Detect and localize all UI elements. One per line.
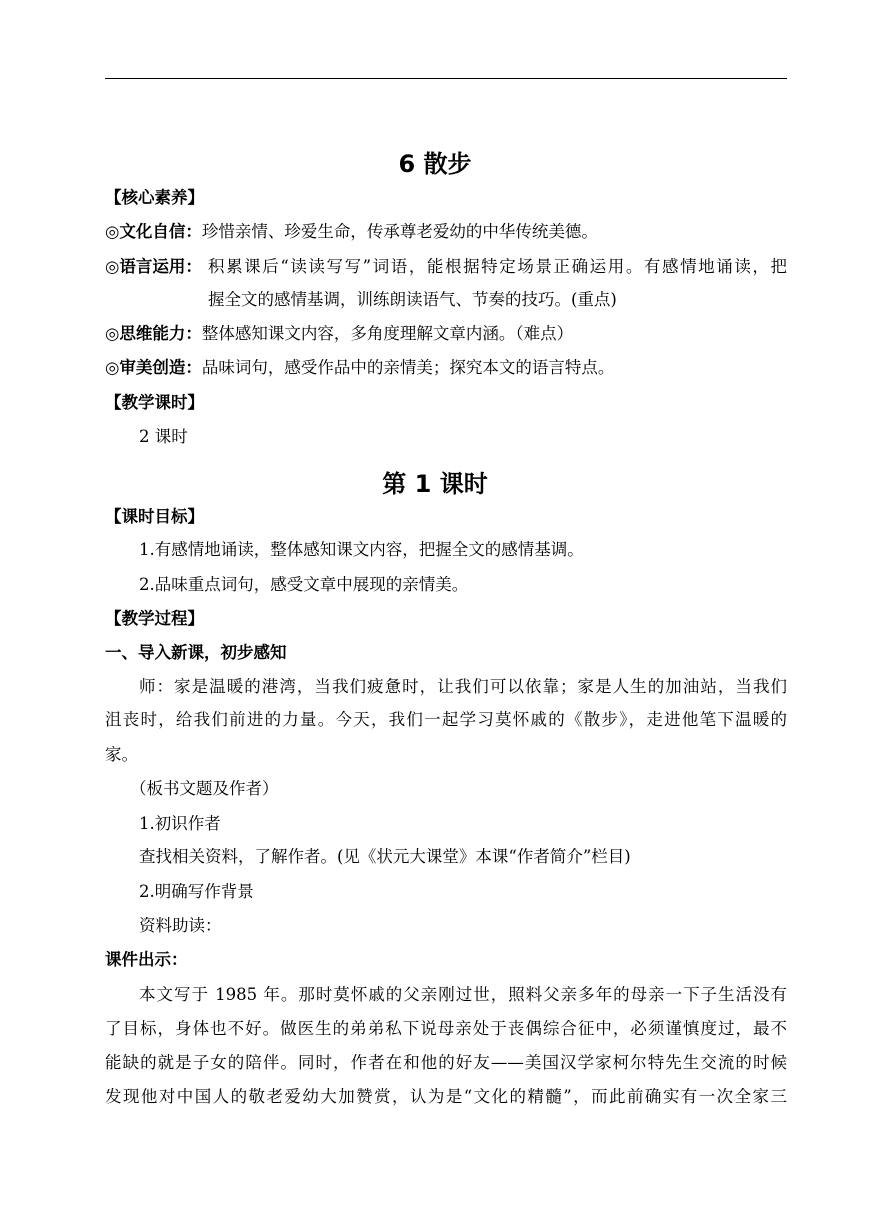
- core-item-label: ◎文化自信：: [105, 222, 202, 241]
- goal-item: 2.品味重点词句，感受文章中展现的亲情美。: [139, 575, 469, 594]
- step-heading: 1.初识作者: [139, 814, 221, 833]
- core-item-label: ◎审美创造：: [105, 358, 202, 377]
- goals-heading: 【课时目标】: [105, 507, 204, 526]
- board-note: （板书文题及作者）: [130, 779, 279, 798]
- core-item-text: 品味词句，感受作品中的亲情美；探究本文的语言特点。: [201, 358, 615, 377]
- core-item-text: 握全文的感情基调，训练朗读语气、节奏的技巧。(重点): [208, 290, 617, 309]
- section-heading: 一、导入新课，初步感知: [105, 643, 287, 662]
- step-heading: 2.明确写作背景: [139, 882, 254, 901]
- reading-label: 资料助读：: [139, 916, 222, 935]
- paragraph-line: 家。: [105, 745, 138, 764]
- core-item-label: ◎语言运用：: [105, 257, 202, 276]
- core-item: [105, 358, 614, 378]
- core-item-label: ◎思维能力：: [105, 324, 202, 343]
- courseware-label: 课件出示：: [105, 950, 188, 969]
- page-title: 6 散步: [398, 150, 472, 178]
- paragraph-line: 本文写于 1985 年。那时莫怀戚的父亲刚过世，照料父亲多年的母亲一下子生活没有: [139, 985, 787, 1004]
- core-item-text: 积累课后“读读写写”词语，能根据特定场景正确运用。有感情地诵读，把: [208, 257, 787, 276]
- goal-item: 1.有感情地诵读，整体感知课文内容，把握全文的感情基调。: [139, 540, 584, 559]
- paragraph-line: 发现他对中国人的敬老爱幼大加赞赏，认为是“文化的精髓”，而此前确实有一次全家三: [105, 1087, 787, 1106]
- core-item-text: 珍惜亲情、珍爱生命，传承尊老爱幼的中华传统美德。: [201, 222, 598, 241]
- hours-heading: 【教学课时】: [105, 393, 204, 412]
- paragraph-line: 师：家是温暖的港湾，当我们疲惫时，让我们可以依靠；家是人生的加油站，当我们: [139, 677, 787, 696]
- lesson-title: 第 1 课时: [382, 470, 488, 498]
- hours-value: 2 课时: [139, 427, 188, 446]
- core-heading: 【核心素养】: [105, 188, 204, 207]
- core-item: [105, 324, 573, 344]
- header-rule: [105, 78, 787, 79]
- paragraph-line: 查找相关资料，了解作者。(见《状元大课堂》本课“作者简介”栏目): [139, 847, 631, 866]
- paragraph-line: 了目标，身体也不好。做医生的弟弟私下说母亲处于丧偶综合征中，必须谨慎度过，最不: [105, 1019, 787, 1038]
- paragraph-line: 能缺的就是子女的陪伴。同时，作者在和他的好友——美国汉学家柯尔特先生交流的时候: [105, 1053, 787, 1072]
- core-item: [105, 222, 598, 242]
- core-item-text: 整体感知课文内容，多角度理解文章内涵。（难点）: [201, 324, 574, 343]
- process-heading: 【教学过程】: [105, 609, 204, 628]
- paragraph-line: 沮丧时，给我们前进的力量。今天，我们一起学习莫怀戚的《散步》，走进他笔下温暖的: [105, 710, 787, 729]
